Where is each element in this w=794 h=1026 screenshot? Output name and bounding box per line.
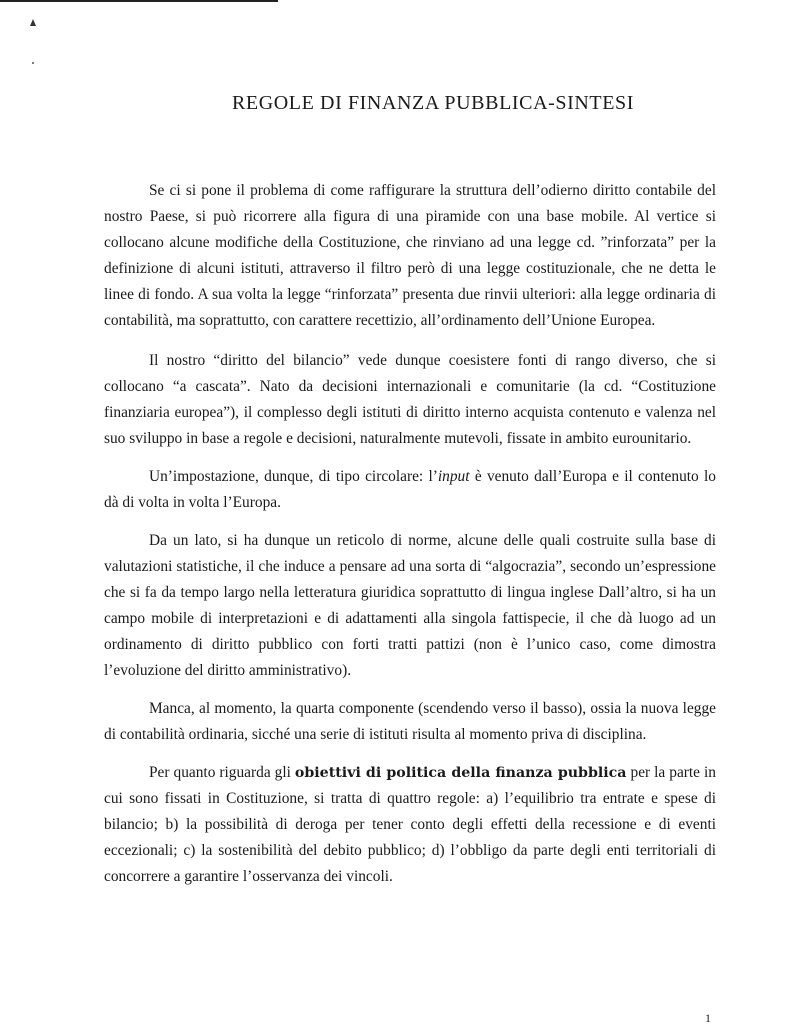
paragraph-5: Manca, al momento, la quarta componente (scendendo verso il basso), ossia la nuova legge di contabilità ordinaria, sicché una serie di istituti risulta al momento priva di disciplina. <box>104 700 716 743</box>
paragraph-4: Da un lato, si ha dunque un reticolo di norme, alcune delle quali costruite sulla base di valutazioni statistiche, il che induce a pensare ad una sorta di “algocrazia”, secondo un’espressione che si fa da tempo largo nella letteratura giuridica soprattutto di lingua inglese Dall’altro, si ha un campo mobile di interpretazioni e di adattamenti alla singola fattispecie, il che dà luogo ad un ordinamento di diritto pubblico con forti tratti pattizi (non è l’unico caso, come dimostra l’evoluzione del diritto amministrativo). <box>104 532 716 679</box>
paragraph-3-text-before: Un’impostazione, dunque, di tipo circolare: l’ <box>149 468 438 485</box>
top-rule <box>0 0 278 2</box>
scan-dot <box>32 62 34 64</box>
paragraph-3-text-after: è venuto dall’Europa e il contenuto lo dà di volta in volta l’Europa. <box>104 468 716 511</box>
page-number: 1 <box>705 1011 711 1025</box>
paragraph-1: Se ci si pone il problema di come raffigurare la struttura dell’odierno diritto contabile del nostro Paese, si può ricorrere alla figura di una piramide con una base mobile. Al vertice si collocano alcune modifiche della Costituzione, che rinviano ad una legge cd. ”rinforzata” per la definizione di alcuni istituti, attraverso il filtro però di una legge costituzionale, che ne detta le linee di fondo. A sua volta la legge “rinforzata” presenta due rinvii ulteriori: alla legge ordinaria di contabilità, ma soprattutto, con carattere recettizio, all’ordinamento dell’Unione Europea. <box>104 182 716 329</box>
scan-mark <box>30 19 36 26</box>
paragraph-2: Il nostro “diritto del bilancio” vede dunque coesistere fonti di rango diverso, che si collocano “a cascata”. Nato da decisioni internazionali e comunitarie (la cd. “Costituzione finanziaria europea”), il complesso degli istituti di diritto interno acquista contenuto e valenza nel suo sviluppo in base a regole e decisioni, naturalmente mutevoli, fissate in ambito eurounitario. <box>104 352 716 447</box>
document-title: REGOLE DI FINANZA PUBBLICA-SINTESI <box>231 92 635 114</box>
paragraph-3 <box>104 464 716 516</box>
paragraph-6-bold-term: obiettivi di politica della finanza pubblica <box>294 765 627 781</box>
document-body <box>104 178 716 902</box>
paragraph-6-text-after: per la parte in cui sono fissati in Costituzione, si tratta di quattro regole: a) l’equilibrio tra entrate e spese di bilancio; b) la possibilità di deroga per tener conto degli effetti della recessione e di eventi eccezionali; c) la sostenibilità del debito pubblico; d) l’obbligo da parte degli enti territoriali di concorrere a garantire l’osservanza dei vincoli. <box>104 764 716 885</box>
paragraph-3-italic-term: input <box>437 468 470 485</box>
paragraph-6 <box>104 760 716 890</box>
paragraph-6-text-before: Per quanto riguarda gli <box>149 764 295 781</box>
